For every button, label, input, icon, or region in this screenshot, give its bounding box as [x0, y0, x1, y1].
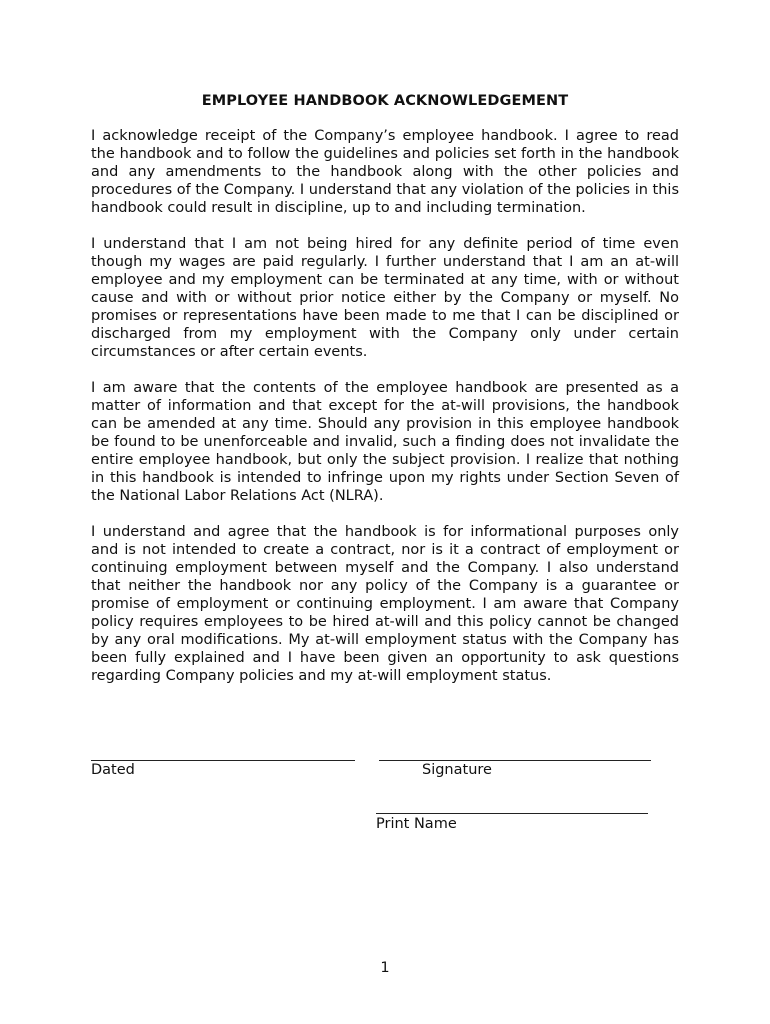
document-body [91, 127, 679, 703]
print-name-line [376, 813, 648, 814]
paragraph-amendments: I am aware that the contents of the employee handbook are presented as a matter of information and that except for the at-will provisions, the handbook can be amended at any time. Should any provision in this employee handbook be found to be unenforceable and invalid, such a finding does not invalidate the entire employee handbook, but only the subject provision. I realize that nothing in this handbook is intended to infringe upon my rights under Section Seven of the National Labor Relations Act (NLRA). [91, 380, 679, 504]
print-name-label: Print Name [376, 816, 457, 832]
paragraph-at-will: I understand that I am not being hired for any definite period of time even though my wages are paid regularly. I further understand that I am an at-will employee and my employment can be terminated at any time, with or without cause and with or without prior notice either by the Company or myself. No promises or representations have been made to me that I can be disciplined or discharged from my employment with the Company only under certain circumstances or after certain events. [91, 236, 679, 360]
signature-line [379, 760, 651, 761]
signature-label: Signature [422, 762, 492, 778]
paragraph-not-contract: I understand and agree that the handbook is for informational purposes only and is not intended to create a contract, nor is it a contract of employment or continuing employment between myself and the Company. I also understand that neither the handbook nor any policy of the Company is a guarantee or promise of employment or continuing employment. I am aware that Company policy requires employees to be hired at-will and this policy cannot be changed by any oral modifications. My at-will employment status with the Company has been fully explained and I have been given an opportunity to ask questions regarding Company policies and my at-will employment status. [91, 524, 679, 684]
document-title: EMPLOYEE HANDBOOK ACKNOWLEDGEMENT [201, 93, 569, 109]
page-number: 1 [380, 960, 390, 976]
dated-label: Dated [91, 762, 135, 778]
paragraph-receipt: I acknowledge receipt of the Company’s employee handbook. I agree to read the handbook and to follow the guidelines and policies set forth in the handbook and any amendments to the handbook along with the other policies and procedures of the Company. I understand that any violation of the policies in this handbook could result in discipline, up to and including termination. [91, 128, 679, 216]
